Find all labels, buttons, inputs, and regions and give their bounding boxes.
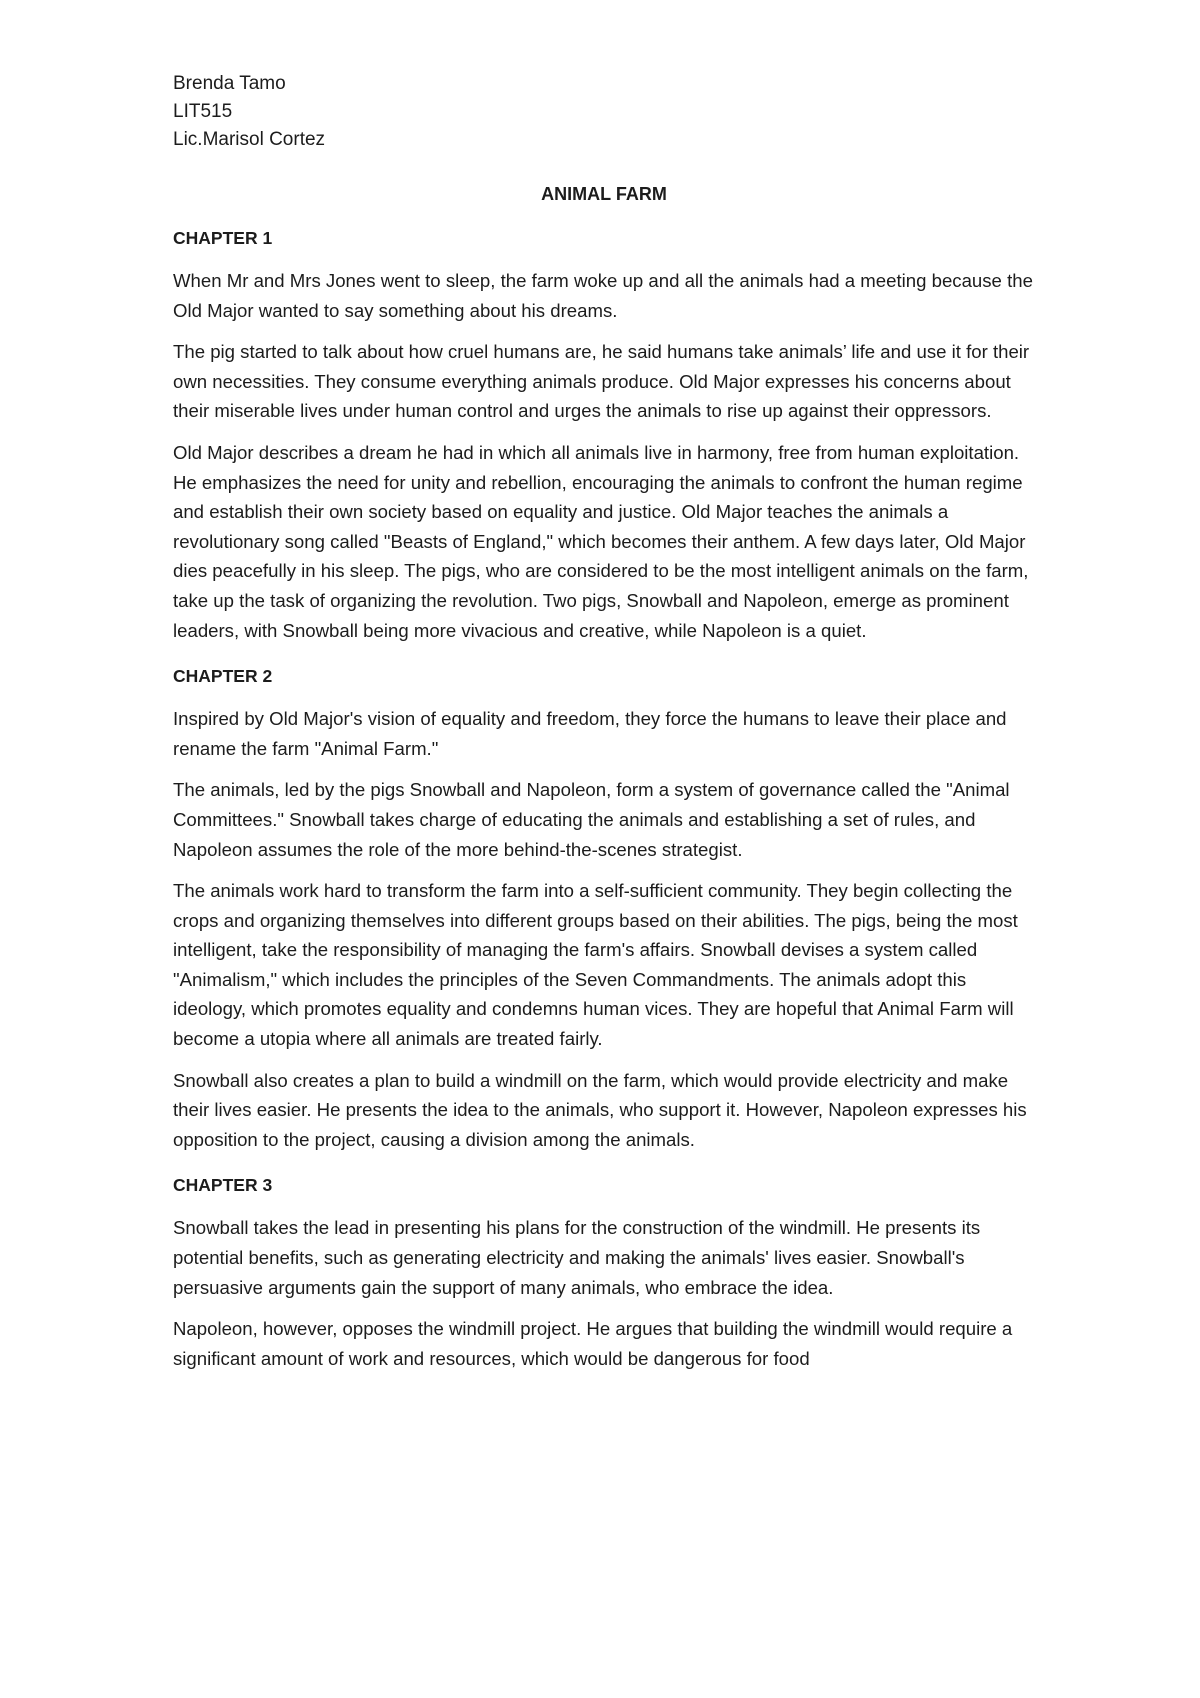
chapter-2-paragraph-2: The animals, led by the pigs Snowball and Napoleon, form a system of governance called the "Animal Committees." Snowball takes charge of educating the animals and establishing a set of rules, and Napoleon assumes the role of the more behind-the-scenes strategist.	[173, 779, 1010, 860]
chapter-1-paragraph-3: Old Major describes a dream he had in which all animals live in harmony, free from human exploitation. He emphasizes the need for unity and rebellion, encouraging the animals to confront the human regime and establish their own society based on equality and justice. Old Major teaches the animals a revolutionary song called "Beasts of England," which becomes their anthem. A few days later, Old Major dies peacefully in his sleep. The pigs, who are considered to be the most intelligent animals on the farm, take up the task of organizing the revolution. Two pigs, Snowball and Napoleon, emerge as prominent leaders, with Snowball being more vivacious and creative, while Napoleon is a quiet.	[173, 441, 1029, 641]
chapter-1-paragraph-1: When Mr and Mrs Jones went to sleep, the farm woke up and all the animals had a meeting because the Old Major wanted to say something about his dreams.	[173, 270, 1033, 321]
chapter-2-paragraph-3: The animals work hard to transform the farm into a self-sufficient community. They begin collecting the crops and organizing themselves into different groups based on their abilities. The pigs, being the most intelligent, take the responsibility of managing the farm's affairs. Snowball devises a system called "Animalism," which includes the principles of the Seven Commandments. The animals adopt this ideology, which promotes equality and condemns human vices. They are hopeful that Animal Farm will become a utopia where all animals are treated fairly.	[173, 880, 1018, 1050]
chapter-1-paragraph-2: The pig started to talk about how cruel humans are, he said humans take animals’ life and use it for their own necessities. They consume everything animals produce. Old Major expresses his concerns about their miserable lives under human control and urges the animals to rise up against their oppressors.	[173, 341, 1030, 422]
chapter-2-section	[173, 663, 1035, 1154]
chapter-3-heading: CHAPTER 3	[173, 1175, 273, 1196]
chapter-2-paragraph-4: Snowball also creates a plan to build a windmill on the farm, which would provide electricity and make their lives easier. He presents the idea to the animals, who support it. However, Napoleon expresses his opposition to the project, causing a division among the animals.	[173, 1069, 1027, 1150]
course-code: LIT515	[173, 101, 233, 122]
instructor-name: Lic.Marisol Cortez	[173, 129, 326, 150]
author-name: Brenda Tamo	[173, 73, 286, 94]
chapter-1-heading: CHAPTER 1	[173, 228, 273, 248]
chapter-3-section	[173, 1172, 1035, 1373]
document-page	[173, 70, 1035, 1373]
chapter-3-paragraph-1: Snowball takes the lead in presenting his plans for the construction of the windmill. He presents its potential benefits, such as generating electricity and making the animals' lives easier. Snowball's persuasive arguments gain the support of many animals, who embrace the idea.	[173, 1217, 981, 1298]
chapter-3-paragraph-2: Napoleon, however, opposes the windmill project. He argues that building the windmill would require a significant amount of work and resources, which would be dangerous for food	[173, 1318, 1013, 1369]
chapter-2-paragraph-1: Inspired by Old Major's vision of equality and freedom, they force the humans to leave their place and rename the farm "Animal Farm."	[173, 708, 1007, 759]
document-title: ANIMAL FARM	[541, 184, 667, 204]
chapter-1-section	[173, 225, 1035, 645]
chapter-2-heading: CHAPTER 2	[173, 666, 273, 687]
